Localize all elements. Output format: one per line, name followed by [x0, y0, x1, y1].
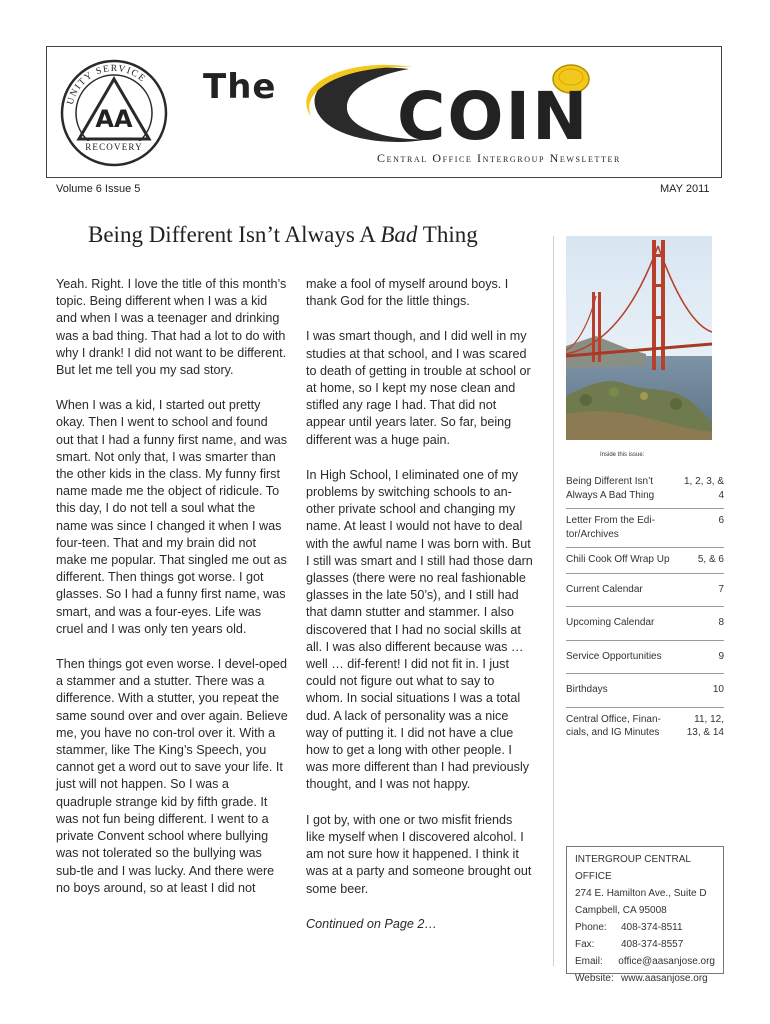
headline-post: Thing [417, 222, 478, 247]
toc-item[interactable] [566, 470, 724, 509]
paragraph: When I was a kid, I started out pretty okay. Then I went to school and found out that I had a funny first name, and was smart. Not only that, I was smarter than the other kids in the class. My funny first name made me the object of ridicule. To this day, I do not tell a soul what the name was since I changed it when I was four-teen. That and my brain did not make me popular. That singled me out as different. Then things got worse. I got glasses. So I had a funny first name, was smart, and was a four-eyes. Life was cruel and I was only ten years old. [56, 398, 288, 636]
paragraph: Yeah. Right. I love the title of this month’s topic. Being different when I was a kid and when I was a teenager and drinking was a bad thing. That had a lot to do with why I drank! I did not want to be different. But let me tell you my sad story. [56, 277, 287, 378]
office-address-2: Campbell, CA 95008 [575, 905, 667, 916]
office-name: INTERGROUP CENTRAL OFFICE [575, 854, 691, 882]
inside-issue-title: Inside this issue: [600, 452, 645, 458]
paragraph: Then things got even worse. I devel-oped a stammer and a stutter. There was a difference. With a stutter, you repeat the same sound over and over again. Believe me, you have no con-trol over it. With a stammer, like The King’s Speech, you cannot get a word out to save your life. It just will not happen. So I was a quadruple strange kid by fifth grade. It was not fun being different. I went to a private Convent school where bullying was not tolerated so the bullying was sub-tle and I was lucky. And there were no boys around, so at least I did not [56, 657, 288, 895]
toc-title: Service Opportunities [566, 650, 662, 662]
paragraph: I got by, with one or two misfit friends like myself when I discovered alcohol. I am not sure how it happened. I think it was at a party and someone brought out some beer. [306, 812, 532, 896]
volume-issue: Volume 6 Issue 5 [56, 183, 141, 195]
golden-gate-bridge-photo [566, 236, 712, 440]
toc-title: Birthdays [566, 684, 608, 695]
website-link[interactable]: www.aasanjose.org [621, 973, 708, 984]
logo-ring-bottom: RECOVERY [85, 142, 143, 152]
toc-item[interactable] [566, 509, 724, 548]
toc-item[interactable] [566, 574, 724, 608]
fax-label: Fax: [575, 939, 595, 950]
article-column-2 [306, 276, 534, 951]
fax-number: 408-374-8557 [621, 939, 684, 950]
toc-item[interactable] [566, 548, 724, 574]
newsletter-subtitle: Central Office Intergroup Newsletter [377, 151, 621, 165]
continued-link[interactable]: Continued on Page 2… [306, 916, 437, 931]
toc-item[interactable] [566, 607, 724, 641]
logo-ring-top: UNITY SERVICE [65, 63, 148, 106]
toc-title: Chili Cook Off Wrap Up [566, 554, 670, 565]
article-column-1 [56, 276, 288, 915]
paragraph: make a fool of myself around boys. I thank God for the little things. [306, 277, 509, 309]
headline-pre: Being Different Isn’t Always A [88, 222, 381, 247]
email-link[interactable]: office@aasanjose.org [618, 956, 715, 967]
article-headline [88, 222, 478, 248]
coin-wordmark [279, 57, 719, 151]
toc-pages: 8 [718, 617, 724, 628]
toc-pages: 5, & 6 [697, 554, 724, 565]
paragraph: I was smart though, and I did well in my studies at that school, and I was scared to death of getting in trouble at school or at home, so I kept my nose clean and stifled any rage I had. That did not appear until years later. So far, being different was a huge pain. [306, 329, 531, 447]
phone-label: Phone: [575, 922, 607, 933]
central-office-box [566, 846, 724, 984]
toc-item[interactable] [566, 641, 724, 675]
issue-date: MAY 2011 [660, 183, 710, 195]
toc-item[interactable] [566, 674, 724, 708]
masthead [46, 46, 722, 178]
paragraph: In High School, I eliminated one of my problems by switching schools to an-other private school and changing my name. At least I would not have to deal with the awful name I was born with. But I still was smart and I still had those darn glasses (there were no real fashionable glasses in the late 50’s), and I still had that damn stutter and stammer. I also discovered that I had no social skills at all. I was also different because was … well … dif-ferent! I did not fit in. I just could not figure out what to say to whom. In social situations I was a total dud. A lack of personality was a nice way of putting it. I did not have a clue how to get a long with other people. I was more different than I had previously thought, and I was not happy. [306, 467, 533, 792]
column-divider [553, 236, 554, 966]
toc-title: Central Office, Finan-cials, and IG Minutes [566, 713, 661, 738]
logo-center: AA [95, 105, 133, 133]
email-label: Email: [575, 956, 603, 967]
website-label: Website: [575, 973, 614, 984]
aa-logo [55, 55, 173, 167]
toc-pages: 10 [712, 684, 724, 695]
toc-pages: 7 [718, 583, 724, 595]
office-address-1: 274 E. Hamilton Ave., Suite D [575, 888, 707, 899]
toc-pages: 6 [718, 515, 724, 526]
toc-pages: 11, 12, 13, & 14 [686, 713, 724, 738]
toc-pages: 1, 2, 3, & 4 [683, 476, 724, 501]
title-the: The [203, 67, 277, 107]
phone-number[interactable]: 408-374-8511 [621, 922, 683, 933]
toc-title: Being Different Isn’t Always A Bad Thing [566, 476, 655, 501]
toc-title: Letter From the Edi-tor/Archives [566, 515, 655, 540]
table-of-contents [566, 470, 724, 746]
toc-pages: 9 [718, 650, 724, 662]
toc-title: Current Calendar [566, 583, 643, 595]
toc-item[interactable] [566, 708, 724, 746]
toc-title: Upcoming Calendar [566, 617, 655, 628]
title-coin: COIN [397, 78, 590, 151]
headline-emphasis: Bad [380, 222, 418, 247]
